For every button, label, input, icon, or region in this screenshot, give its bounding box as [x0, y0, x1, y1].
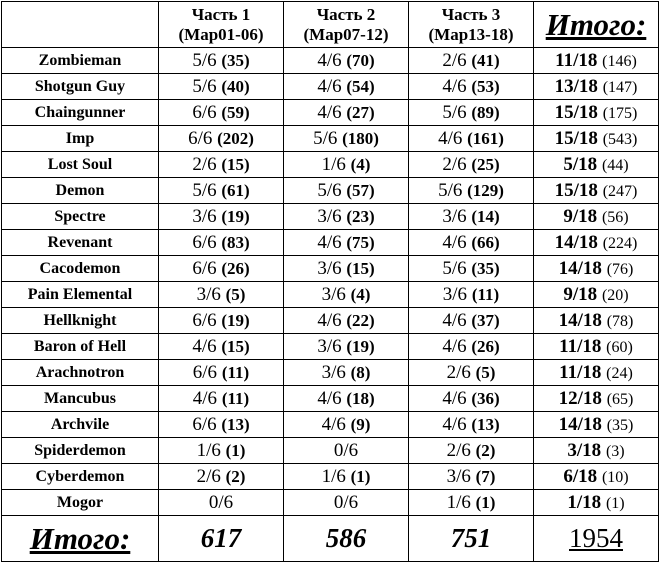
total-fraction: 9/18: [563, 283, 598, 305]
kill-fraction: 4/6: [442, 309, 467, 331]
kill-fraction: 5/6: [442, 101, 467, 123]
part-3-cell: [409, 438, 534, 464]
monster-row: [2, 412, 659, 438]
kill-count: (35): [471, 258, 500, 278]
kill-fraction: 1/6: [446, 491, 471, 513]
total-fraction: 14/18: [554, 231, 598, 253]
kill-count: (15): [221, 154, 250, 174]
kill-count: (1): [475, 492, 496, 512]
part-title: Часть 3: [441, 4, 501, 24]
part-1-sum: 617: [159, 516, 284, 562]
monster-row: [2, 360, 659, 386]
kill-count: (1): [225, 440, 246, 460]
total-count: (65): [606, 390, 634, 408]
kill-fraction: 3/6: [321, 361, 346, 383]
total-fraction: 11/18: [559, 361, 602, 383]
monster-name: Shotgun Guy: [2, 74, 159, 100]
header-row: [2, 2, 659, 48]
kill-count: (19): [346, 336, 375, 356]
kill-fraction: 2/6: [442, 153, 467, 175]
part-1-cell: [159, 152, 284, 178]
kill-fraction: 1/6: [321, 153, 346, 175]
kill-count: (2): [475, 440, 496, 460]
kill-fraction: 6/6: [192, 413, 217, 435]
total-cell: [534, 204, 659, 230]
total-cell: [534, 152, 659, 178]
monster-row: [2, 438, 659, 464]
part-range: (Map13-18): [428, 24, 514, 44]
part-2-cell: [284, 48, 409, 74]
total-cell: [534, 360, 659, 386]
kill-fraction: 4/6: [442, 335, 467, 357]
footer-row: [2, 516, 659, 562]
kill-count: (41): [471, 50, 500, 70]
total-count: (146): [602, 52, 637, 70]
kill-fraction: 3/6: [442, 283, 468, 305]
part-title: Часть 2: [316, 4, 376, 24]
kill-fraction: 5/6: [442, 257, 467, 279]
monster-name: Pain Elemental: [2, 282, 159, 308]
part-2-cell: [284, 100, 409, 126]
kill-count: (70): [346, 50, 375, 70]
total-fraction: 13/18: [554, 75, 598, 97]
part-3-cell: [409, 126, 534, 152]
kill-fraction: 5/6: [317, 179, 342, 201]
part-1-cell: [159, 490, 284, 516]
total-fraction: 1/18: [567, 491, 602, 513]
total-count: (20): [601, 286, 629, 304]
kill-count: (4): [350, 284, 371, 304]
part-range: (Map01-06): [178, 24, 264, 44]
kill-fraction: 0/6: [208, 491, 234, 513]
total-count: (78): [606, 312, 634, 330]
kill-fraction: 0/6: [333, 439, 359, 461]
kill-fraction: 2/6: [196, 465, 221, 487]
kill-count: (26): [471, 336, 500, 356]
kill-fraction: 6/6: [192, 257, 217, 279]
kill-count: (89): [471, 102, 500, 122]
kill-fraction: 3/6: [442, 205, 467, 227]
part-3-cell: [409, 490, 534, 516]
part-3-cell: [409, 386, 534, 412]
kill-fraction: 5/6: [313, 127, 338, 149]
monster-row: [2, 74, 659, 100]
part-3-cell: [409, 334, 534, 360]
total-count: (35): [606, 416, 634, 434]
part-2-cell: [284, 360, 409, 386]
total-count: (247): [602, 182, 638, 200]
kill-count: (5): [225, 284, 246, 304]
kill-count: (8): [350, 362, 371, 382]
total-cell: [534, 412, 659, 438]
kill-fraction: 3/6: [317, 257, 342, 279]
part-2-cell: [284, 334, 409, 360]
kill-fraction: 2/6: [442, 49, 467, 71]
total-cell: [534, 74, 659, 100]
part-2-cell: [284, 126, 409, 152]
kill-count: (25): [471, 154, 500, 174]
kill-fraction: 6/6: [192, 361, 218, 383]
total-cell: [534, 490, 659, 516]
part-3-cell: [409, 308, 534, 334]
part-3-cell: [409, 74, 534, 100]
monster-name: Cacodemon: [2, 256, 159, 282]
kill-fraction: 5/6: [192, 75, 217, 97]
total-cell: [534, 256, 659, 282]
monster-row: [2, 464, 659, 490]
monster-stats-table: [1, 1, 659, 562]
total-count: (10): [601, 468, 629, 486]
kill-count: (11): [221, 362, 250, 382]
kill-count: (19): [221, 206, 250, 226]
total-fraction: 11/18: [555, 49, 598, 71]
total-fraction: 14/18: [558, 413, 602, 435]
total-fraction: 9/18: [563, 205, 598, 227]
kill-count: (129): [467, 180, 504, 200]
part-3-cell: [409, 152, 534, 178]
monster-row: [2, 126, 659, 152]
part-1-cell: [159, 334, 284, 360]
total-fraction: 3/18: [567, 439, 602, 461]
kill-fraction: 4/6: [442, 387, 467, 409]
kill-fraction: 3/6: [446, 465, 471, 487]
total-cell: [534, 282, 659, 308]
part-2-cell: [284, 308, 409, 334]
monster-row: [2, 230, 659, 256]
kill-fraction: 3/6: [317, 205, 342, 227]
part-1-cell: [159, 48, 284, 74]
part-1-cell: [159, 256, 284, 282]
kill-fraction: 3/6: [321, 283, 346, 305]
monster-row: [2, 48, 659, 74]
total-cell: [534, 334, 659, 360]
total-fraction: 11/18: [559, 335, 602, 357]
footer-label: Итого:: [2, 516, 159, 562]
total-fraction: 5/18: [563, 153, 598, 175]
kill-fraction: 4/6: [192, 335, 217, 357]
kill-fraction: 4/6: [438, 127, 463, 149]
monster-name: Cyberdemon: [2, 464, 159, 490]
total-count: (224): [602, 234, 638, 252]
monster-row: [2, 490, 659, 516]
kill-fraction: 3/6: [192, 205, 217, 227]
part-1-cell: [159, 126, 284, 152]
kill-fraction: 5/6: [192, 179, 217, 201]
total-count: (24): [606, 364, 633, 382]
monster-name: Mancubus: [2, 386, 159, 412]
kill-count: (40): [221, 76, 250, 96]
part-2-cell: [284, 386, 409, 412]
kill-count: (13): [221, 414, 250, 434]
part-3-cell: [409, 360, 534, 386]
kill-fraction: 6/6: [192, 231, 217, 253]
part-1-cell: [159, 386, 284, 412]
total-fraction: 12/18: [558, 387, 602, 409]
kill-fraction: 4/6: [317, 231, 342, 253]
kill-count: (2): [225, 466, 246, 486]
total-fraction: 14/18: [558, 257, 602, 279]
kill-count: (36): [471, 388, 500, 408]
monster-row: [2, 256, 659, 282]
part-3-cell: [409, 230, 534, 256]
total-count: (147): [602, 78, 638, 96]
part-1-cell: [159, 230, 284, 256]
part-1-cell: [159, 204, 284, 230]
monster-row: [2, 334, 659, 360]
corner-cell: [2, 2, 159, 48]
part-2-cell: [284, 412, 409, 438]
kill-count: (35): [221, 50, 250, 70]
kill-count: (61): [221, 180, 250, 200]
kill-count: (13): [471, 414, 500, 434]
total-fraction: 15/18: [554, 179, 598, 201]
part-3-cell: [409, 282, 534, 308]
monster-name: Spiderdemon: [2, 438, 159, 464]
kill-count: (180): [342, 128, 379, 148]
part-2-cell: [284, 230, 409, 256]
part-3-cell: [409, 256, 534, 282]
kill-count: (9): [350, 414, 371, 434]
monster-name: Archvile: [2, 412, 159, 438]
total-cell: [534, 464, 659, 490]
kill-fraction: 1/6: [321, 465, 346, 487]
part-1-cell: [159, 178, 284, 204]
total-fraction: 14/18: [558, 309, 602, 331]
kill-count: (7): [475, 466, 496, 486]
total-fraction: 6/18: [563, 465, 598, 487]
part-3-header: [409, 2, 534, 48]
part-1-cell: [159, 412, 284, 438]
total-count: (175): [602, 104, 638, 122]
monster-name: Hellknight: [2, 308, 159, 334]
part-2-cell: [284, 256, 409, 282]
kill-count: (27): [346, 102, 375, 122]
kill-count: (18): [346, 388, 375, 408]
monster-row: [2, 308, 659, 334]
part-2-header: [284, 2, 409, 48]
part-1-cell: [159, 282, 284, 308]
part-3-cell: [409, 100, 534, 126]
part-3-cell: [409, 48, 534, 74]
kill-fraction: 6/6: [192, 101, 217, 123]
monster-row: [2, 178, 659, 204]
kill-count: (15): [221, 336, 250, 356]
kill-fraction: 5/6: [438, 179, 463, 201]
part-2-cell: [284, 464, 409, 490]
total-count: (1): [605, 494, 625, 512]
monster-name: Mogor: [2, 490, 159, 516]
part-1-cell: [159, 100, 284, 126]
kill-fraction: 4/6: [317, 49, 342, 71]
kill-fraction: 4/6: [192, 387, 218, 409]
kill-fraction: 2/6: [446, 439, 471, 461]
part-2-cell: [284, 178, 409, 204]
kill-fraction: 5/6: [192, 49, 217, 71]
kill-count: (15): [346, 258, 375, 278]
kill-count: (66): [471, 232, 500, 252]
monster-row: [2, 282, 659, 308]
kill-count: (53): [471, 76, 500, 96]
total-count: (60): [606, 338, 633, 356]
kill-fraction: 2/6: [446, 361, 471, 383]
part-3-cell: [409, 178, 534, 204]
total-count: (76): [606, 260, 634, 278]
part-2-cell: [284, 74, 409, 100]
monster-name: Zombieman: [2, 48, 159, 74]
kill-fraction: 1/6: [196, 439, 221, 461]
kill-count: (54): [346, 76, 375, 96]
kill-count: (14): [471, 206, 500, 226]
monster-name: Demon: [2, 178, 159, 204]
part-1-cell: [159, 438, 284, 464]
monster-row: [2, 100, 659, 126]
kill-fraction: 4/6: [442, 413, 467, 435]
kill-fraction: 4/6: [321, 413, 346, 435]
part-range: (Map07-12): [303, 24, 389, 44]
kill-fraction: 3/6: [317, 335, 342, 357]
kill-count: (59): [221, 102, 250, 122]
monster-name: Arachnotron: [2, 360, 159, 386]
part-1-cell: [159, 308, 284, 334]
total-cell: [534, 308, 659, 334]
part-3-cell: [409, 464, 534, 490]
monster-name: Chaingunner: [2, 100, 159, 126]
kill-count: (19): [221, 310, 250, 330]
total-cell: [534, 126, 659, 152]
total-fraction: 15/18: [554, 101, 598, 123]
kill-fraction: 4/6: [317, 75, 342, 97]
kill-count: (75): [346, 232, 375, 252]
part-1-cell: [159, 360, 284, 386]
kill-count: (26): [221, 258, 250, 278]
part-3-cell: [409, 204, 534, 230]
kill-fraction: 4/6: [317, 309, 342, 331]
kill-fraction: 0/6: [333, 491, 359, 513]
part-2-cell: [284, 204, 409, 230]
part-2-cell: [284, 438, 409, 464]
monster-row: [2, 386, 659, 412]
part-1-cell: [159, 464, 284, 490]
kill-count: (37): [471, 310, 500, 330]
kill-count: (202): [217, 128, 254, 148]
part-2-cell: [284, 152, 409, 178]
monster-name: Lost Soul: [2, 152, 159, 178]
part-2-sum: 586: [284, 516, 409, 562]
kill-count: (11): [221, 388, 250, 408]
kill-count: (4): [350, 154, 371, 174]
kill-count: (5): [475, 362, 496, 382]
part-3-cell: [409, 412, 534, 438]
total-header: Итого:: [534, 2, 659, 48]
kill-count: (23): [346, 206, 375, 226]
part-1-cell: [159, 74, 284, 100]
kill-count: (1): [350, 466, 371, 486]
total-count: (3): [605, 442, 625, 460]
grand-total: 1954: [534, 516, 659, 562]
kill-count: (57): [346, 180, 375, 200]
total-cell: [534, 100, 659, 126]
kill-fraction: 3/6: [196, 283, 221, 305]
part-3-sum: 751: [409, 516, 534, 562]
kill-count: (83): [221, 232, 250, 252]
kill-count: (161): [467, 128, 504, 148]
part-2-cell: [284, 282, 409, 308]
kill-fraction: 4/6: [442, 75, 467, 97]
total-cell: [534, 386, 659, 412]
total-fraction: 15/18: [554, 127, 598, 149]
kill-fraction: 4/6: [442, 231, 467, 253]
total-cell: [534, 438, 659, 464]
kill-fraction: 6/6: [188, 127, 213, 149]
total-count: (543): [602, 130, 638, 148]
kill-fraction: 2/6: [192, 153, 217, 175]
kill-fraction: 4/6: [317, 387, 342, 409]
monster-row: [2, 152, 659, 178]
monster-name: Spectre: [2, 204, 159, 230]
total-count: (56): [601, 208, 629, 226]
monster-name: Imp: [2, 126, 159, 152]
total-cell: [534, 48, 659, 74]
total-cell: [534, 230, 659, 256]
total-count: (44): [601, 156, 629, 174]
kill-count: (11): [471, 284, 500, 304]
kill-fraction: 4/6: [317, 101, 342, 123]
kill-count: (22): [346, 310, 375, 330]
total-cell: [534, 178, 659, 204]
monster-row: [2, 204, 659, 230]
monster-name: Baron of Hell: [2, 334, 159, 360]
part-1-header: [159, 2, 284, 48]
part-2-cell: [284, 490, 409, 516]
part-title: Часть 1: [191, 4, 251, 24]
kill-fraction: 6/6: [192, 309, 217, 331]
monster-name: Revenant: [2, 230, 159, 256]
